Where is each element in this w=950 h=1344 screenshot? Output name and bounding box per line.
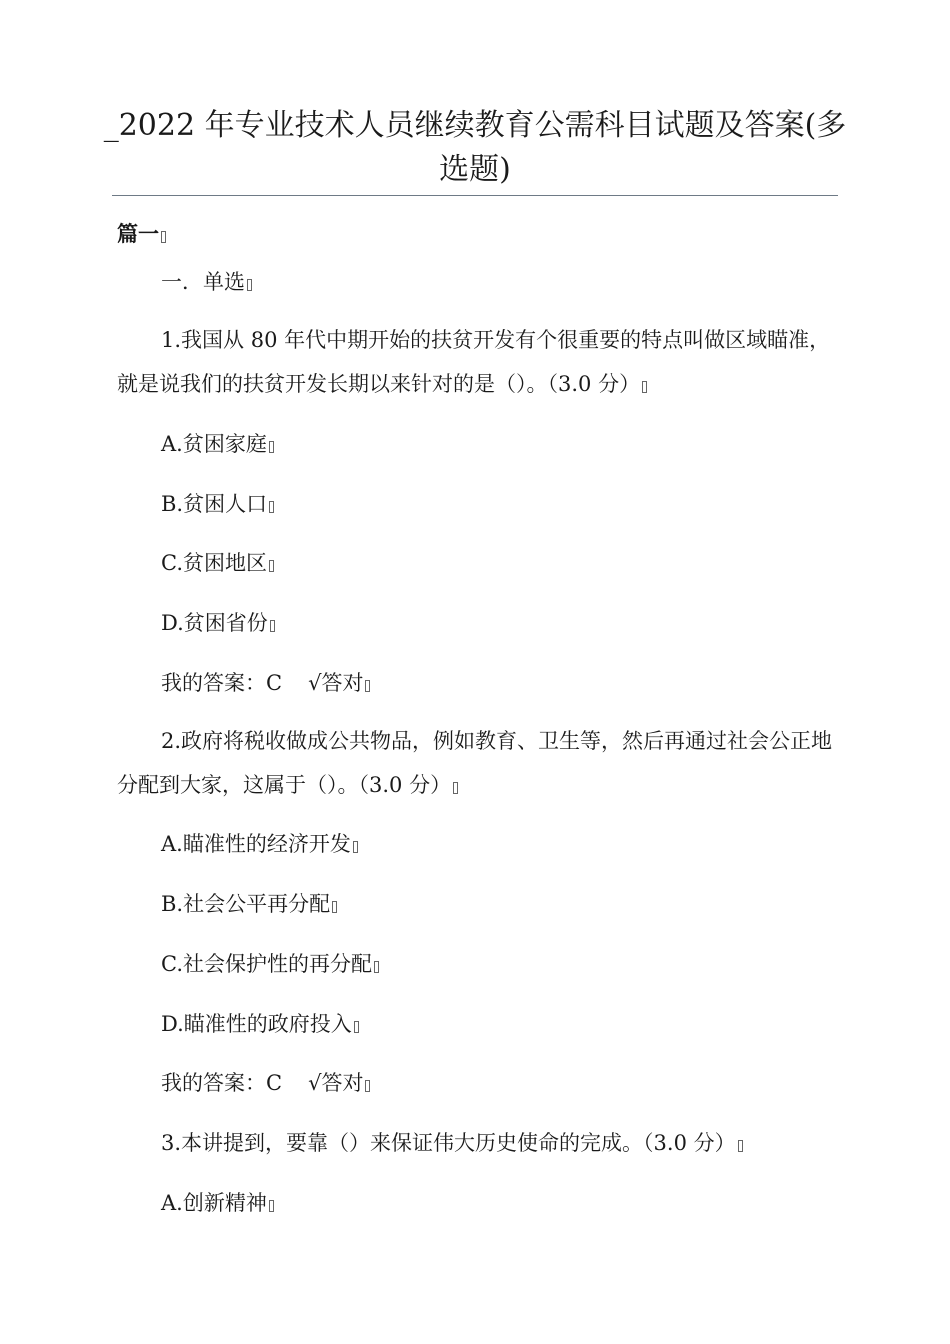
question-2-option-c: C.社会保护性的再分配: [161, 949, 379, 979]
question-2-option-a: A.瞄准性的经济开发: [161, 829, 358, 859]
question-1-option-d: D.贫困省份: [161, 608, 275, 638]
paragraph-mark-icon: [354, 1021, 359, 1033]
paragraph-mark-icon: [332, 901, 337, 913]
paragraph-mark-icon: [269, 441, 274, 453]
document-title: _2022 年专业技术人员继续教育公需科目试题及答案(多选题): [103, 108, 847, 187]
title-divider: [112, 195, 838, 196]
paragraph-mark-icon: [269, 560, 274, 572]
paragraph-mark-icon: [269, 501, 274, 513]
part-heading: 一．单选: [161, 267, 252, 297]
paragraph-mark-icon: [738, 1140, 743, 1152]
question-1-text: 1.我国从 80 年代中期开始的扶贫开发有个很重要的特点叫做区域瞄准，就是说我们的扶贫开发长期以来针对的是（）。（3.0 分）: [117, 328, 831, 396]
paragraph-mark-icon: [453, 782, 458, 794]
section-heading: 篇一: [117, 219, 166, 249]
question-1-option-b: B.贫困人口: [161, 489, 274, 519]
question-2-text: 2.政府将税收做成公共物品，例如教育、卫生等，然后再通过社会公正地分配到大家，这属于（）。（3.0 分）: [117, 729, 833, 797]
question-1-answer: 我的答案：C √答对: [161, 668, 370, 698]
question-2-answer: 我的答案：C √答对: [161, 1068, 370, 1098]
question-1-option-c: C.贫困地区: [161, 548, 274, 578]
question-2-option-b: B.社会公平再分配: [161, 889, 337, 919]
paragraph-mark-icon: [161, 231, 166, 243]
question-2-result: √答对: [308, 1071, 364, 1095]
question-1-result: √答对: [308, 671, 364, 695]
paragraph-mark-icon: [247, 279, 252, 291]
paragraph-mark-icon: [269, 1200, 274, 1212]
question-2-option-d: D.瞄准性的政府投入: [161, 1009, 359, 1039]
question-3-text: 3.本讲提到，要靠（）来保证伟大历史使命的完成。（3.0 分）: [161, 1128, 743, 1158]
paragraph-mark-icon: [365, 680, 370, 692]
paragraph-mark-icon: [374, 961, 379, 973]
paragraph-mark-icon: [365, 1080, 370, 1092]
paragraph-mark-icon: [353, 841, 358, 853]
paragraph-mark-icon: [270, 620, 275, 632]
question-3-option-a: A.创新精神: [161, 1188, 274, 1218]
paragraph-mark-icon: [642, 381, 647, 393]
question-1-option-a: A.贫困家庭: [161, 429, 274, 459]
